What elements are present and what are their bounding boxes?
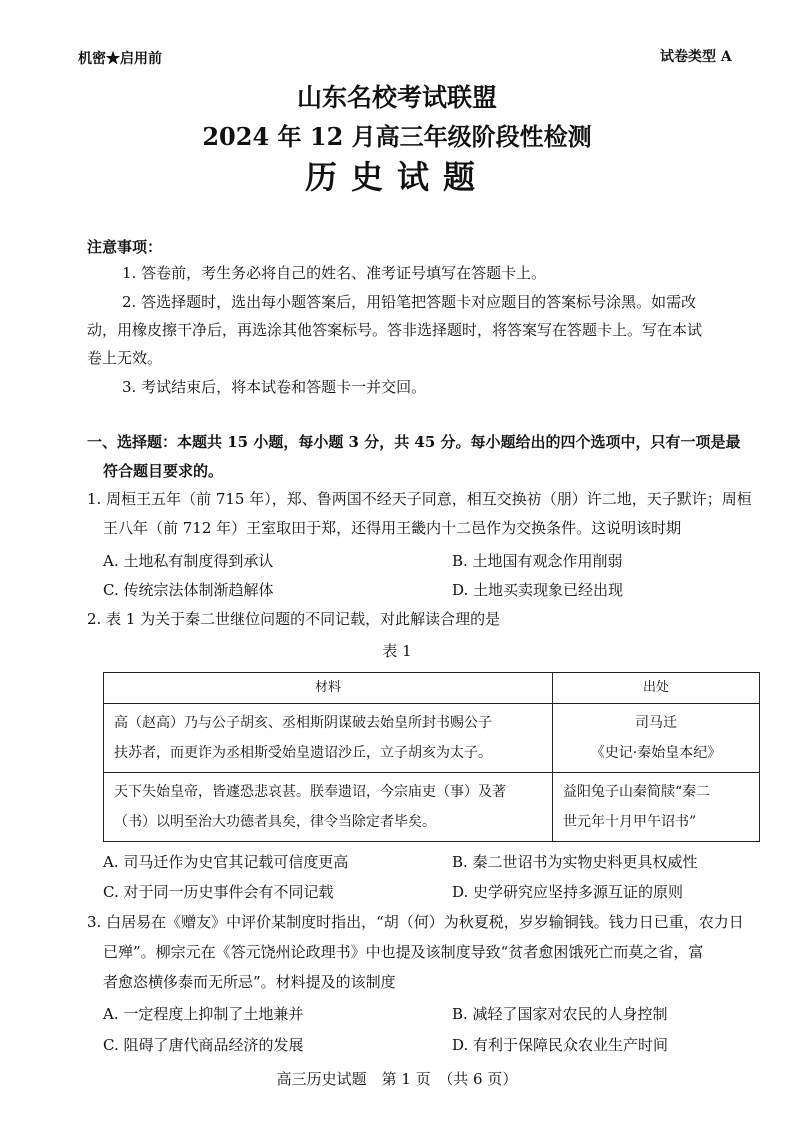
- table-cell-material: [104, 773, 553, 842]
- notes-item: 3. 考试结束后，将本试卷和答题卡一并交回。: [122, 378, 427, 396]
- q3-option-b: B. 减轻了国家对农民的人身控制: [452, 1005, 668, 1023]
- q2-option-c: C. 对于同一历史事件会有不同记载: [103, 883, 334, 901]
- source-line: 世元年十月甲午诏书”: [563, 814, 697, 830]
- source-table: [103, 672, 760, 842]
- q2-option-a: A. 司马迁作为史官其记载可信度更高: [103, 853, 349, 871]
- page-footer: 高三历史试题 第 1 页 （共 6 页）: [276, 1070, 518, 1088]
- q3-option-d: D. 有利于保障民众农业生产时间: [452, 1036, 669, 1054]
- subject-title: 历史试题: [304, 158, 489, 196]
- notes-item: 动，用橡皮擦干净后，再选涂其他答案标号。答非选择题时，将答案写在答题卡上。写在本试: [87, 321, 703, 339]
- table-header-source: 出处: [553, 673, 760, 704]
- source-line: 益阳兔子山秦简牍“秦二: [563, 784, 711, 800]
- section-heading-cont: 符合题目要求的。: [103, 462, 224, 480]
- q1-stem: 1. 周桓王五年（前 715 年），郑、鲁两国不经天子同意，相互交换祊（朋）许二地，天子默许；周桓: [87, 490, 752, 508]
- q2-option-d: D. 史学研究应坚持多源互证的原则: [452, 883, 684, 901]
- q3-option-a: A. 一定程度上抑制了土地兼并: [103, 1005, 304, 1023]
- material-line: 扶苏者，而更诈为丞相斯受始皇遗诏沙丘，立子胡亥为太子。: [114, 745, 492, 761]
- notes-item: 1. 答卷前，考生务必将自己的姓名、准考证号填写在答题卡上。: [122, 264, 547, 282]
- table-header-material: 材料: [104, 673, 553, 704]
- q2-option-b: B. 秦二世诏书为实物史料更具权威性: [452, 853, 698, 871]
- material-line: （书）以明至治大功德者具矣，律令当除定者毕矣。: [114, 814, 436, 830]
- q1-option-d: D. 土地买卖现象已经出现: [452, 581, 624, 599]
- table-cell-material: [104, 704, 553, 773]
- q2-stem: 2. 表 1 为关于秦二世继位问题的不同记载，对此解读合理的是: [87, 610, 501, 628]
- q1-option-c: C. 传统宗法体制渐趋解体: [103, 581, 274, 599]
- notes-heading: 注意事项：: [87, 238, 163, 256]
- section-heading: 一、选择题：本题共 15 小题，每小题 3 分，共 45 分。每小题给出的四个选项中，只有一项是最: [87, 433, 741, 451]
- source-line: 《史记·秦始皇本纪》: [590, 745, 722, 761]
- material-line: 高（赵高）乃与公子胡亥、丞相斯阴谋破去始皇所封书赐公子: [114, 715, 492, 731]
- q1-option-b: B. 土地国有观念作用削弱: [452, 552, 623, 570]
- confidential-label: 机密★启用前: [78, 51, 162, 67]
- table-cell-source: [553, 704, 760, 773]
- paper-type-label: 试卷类型 A: [660, 49, 732, 65]
- notes-item: 卷上无效。: [87, 349, 163, 367]
- table-caption: 表 1: [382, 642, 412, 660]
- q1-stem-cont: 王八年（前 712 年）王室取田于郑，还得用王畿内十二邑作为交换条件。这说明该时期: [103, 519, 682, 537]
- q3-stem-cont: 者愈恣横侈泰而无所忌”。材料提及的该制度: [103, 973, 396, 991]
- q1-option-a: A. 土地私有制度得到承认: [103, 552, 274, 570]
- table-cell-source: [553, 773, 760, 842]
- source-line: 司马迁: [635, 715, 677, 731]
- q3-stem-cont: 已殚”。柳宗元在《答元饶州论政理书》中也提及该制度导致“贫者愈困饿死亡而莫之省，富: [103, 943, 704, 961]
- q3-option-c: C. 阻碍了唐代商品经济的发展: [103, 1036, 304, 1054]
- exam-date-title: 2024 年 12 月高三年级阶段性检测: [202, 122, 592, 151]
- q3-stem: 3. 白居易在《赠友》中评价某制度时指出，“胡（何）为秋夏税，岁岁输铜钱。钱力日已重，农力日: [87, 913, 744, 931]
- material-line: 天下失始皇帝，皆遽恐悲哀甚。朕奉遗诏，今宗庙吏（事）及著: [114, 784, 506, 800]
- notes-item: 2. 答选择题时，选出每小题答案后，用铅笔把答题卡对应题目的答案标号涂黑。如需改: [122, 293, 697, 311]
- exam-union-title: 山东名校考试联盟: [296, 83, 497, 112]
